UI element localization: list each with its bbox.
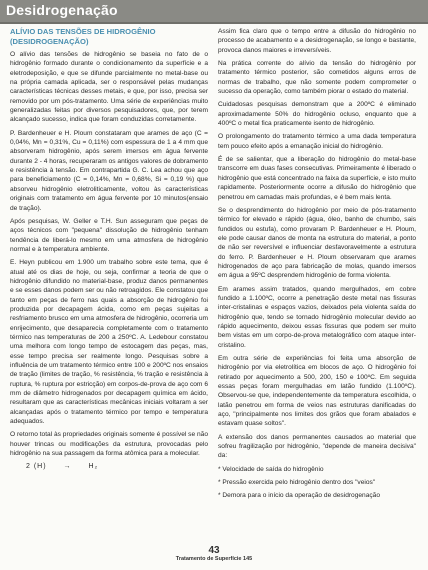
- section-banner: [0, 0, 428, 24]
- equation-product: H₂: [88, 463, 99, 471]
- paragraph: P. Bardenheuer e H. Ploum constataram que arames de aço (C = 0,04%, Mn = 0,31%, Cu = 0,11%) com espessura de 1 a 4 mm que absorveram hidrogênio, após serem imersos em água fervente durante 2 - 4 horas, recuperaram os antigos valores de dobramento e resistência à tensão. Em contrapartida G. C. Lea achou que aço para beneficiamento (C = 0,14%, Mn = 0,68%, Si = 0,19 %) que absorveu hidrogênio eletroliticamente, voltou às características originais com tratamento em água fervente por 10 minutos(ensaio de tração).: [10, 129, 208, 212]
- right-column: [218, 27, 416, 505]
- section-title: Desidrogenação: [6, 2, 118, 18]
- list-item: * Demora para o início da operação de desidrogenação: [218, 492, 381, 500]
- paragraph: Em outra série de experiências foi feita uma absorção de hidrogênio por via eletrolítica em blocos de aço. O hidrogênio foi retirado por aquecimento a 500, 200, 150 e 100ºC. Em seguida essas peças foram mergulhadas em latão fundido (1.100ºC). Observou-se que, independentemente da temperatura escolhida, o latão penetrou em forma de veios nas estruturas danificadas do aço, "principalmente nos limites dos grãos que foram abalados e estavam quase soltos".: [218, 355, 416, 428]
- magazine-name: Tratamento de Superfície 145: [175, 556, 253, 562]
- paragraph: O alívio das tensões de hidrogênio se baseia no fato de o hidrogênio formado durante o condicionamento da superfície e a eletrodeposição, e que se difunde parcialmente no metal-base ou na própria camada aplicada, ser o responsável pelas mudanças características técnicas desses metais, e que, por isso, precisa ser removido por um pós-tratamento. Uma série de experiências muito generalizadas feitas por diversos pesquisadores, que, por terem alcançado sucesso, indica que foram conduzidas corretamente.: [10, 51, 208, 124]
- left-column: [10, 27, 208, 472]
- paragraph: Cuidadosas pesquisas demonstram que a 200ºC é eliminado aproximadamente 50% do hidrogênio ocluso, enquanto que a 400ºC o metal fica praticamente isento de hidrogênio.: [218, 101, 416, 128]
- paragraph: E. Heyn publicou em 1.900 um trabalho sobre este tema, que é atual até os dias de hoje, ou seja, confirmar a teoria de que o hidrogênio difundido no material-base, produz danos permanentes e se esses danos podem ser ou não retroagidos. Ele constatou que tanto em peças de ferro nas quais a absorção de hidrogênio foi produzida por decapagem ácida, como em peças sujeitas a resfriamento brusco em uma atmosfera de hidrogênio, ocorreria um enrijecimento, que desaparecia completamente com o tratamento térmico nas temperaturas de 200 a 250ºC. A. Ledebour constatou uma melhora com longo tempo de estocagem das peças, mas, esse tempo precisa ser realmente longo. Pesquisas sobre a influência de um tratamento térmico entre 100 e 200ºC nos ensaios de tração (limites de tração, % resistência, % tração e resistência à ruptura, % ruptura por estricção) em corpos-de-prova de aço com 6 mm de diâmetro hidrogenados por decapagem química em ácido, resultaram que as características mecânicas iniciais voltaram a ser alcançadas após o tratamento térmico por tempo e temperatura adequados.: [10, 259, 208, 426]
- article-body: [0, 27, 428, 547]
- article-heading: ALÍVIO DAS TENSÕES DE HIDROGÊNIO (DESIDROGENAÇÃO): [10, 27, 156, 46]
- paragraph: Assim fica claro que o tempo entre a difusão do hidrogênio no processo de acabamento e a desidrogenação, se longo e bastante, provoca danos maiores e irreversíveis.: [218, 28, 416, 54]
- equation-arrow: →: [63, 463, 72, 471]
- equation-reactant: 2 (H): [26, 463, 47, 471]
- paragraph: Em arames assim tratados, quando mergulhados, em cobre fundido a 1.100ºC, ocorre a penetração deste metal nas fissuras inter-cristalinas e espaços vazios, deixados pela violenta saída do hidrogênio que, tendo se tornado hidrogênio molecular devido ao rápido aquecimento, deixou essas fissuras que podem ser muito bem vistas em um corpo-de-prova metalográfico com ataque inter-cristalino.: [218, 285, 416, 349]
- list-item: * Pressão exercida pelo hidrogênio dentro dos "veios": [218, 479, 376, 487]
- paragraph: Na prática corrente do alívio da tensão do hidrogênio por tratamento térmico posterior, são cometidos alguns erros de normas de trabalho, que não somente podem comprometer o sucesso da operação, como também piorar o estado do material.: [218, 60, 416, 96]
- paragraph: O prolongamento do tratamento térmico a uma dada temperatura tem pouco efeito após a emanação inicial do hidrogênio.: [218, 133, 416, 150]
- list-item: * Velocidade de saída do hidrogênio: [218, 465, 324, 473]
- paragraph: Após pesquisas, W. Geller e T.H. Sun asseguram que peças de aços técnicos com "pequena" dissolução de hidrogênio tenham tendência de liberá-lo mesmo em uma atmosfera de hidrogênio normal e à temperatura ambiente.: [10, 217, 208, 253]
- page-footer: [0, 545, 428, 562]
- page-number: 43: [208, 545, 220, 556]
- paragraph: Se o desprendimento do hidrogênio por meio de pós-tratamento térmico for elevado e rápido (água, óleo, banho de chumbo, sais fundidos ou estufa), como provaram P. Bardenheuer e H. Ploum, ele pode causar danos de monta na estrutura do material, a ponto de não ser reversível e influenciar desfavoravelmente a estrutura do ferro. P. Bardenheuer e H. Ploum observaram que arames hidrogenados de aço para fabricação de molas, quando imersos em água a 95ºC desprendem hidrogênio de forma violenta.: [218, 206, 416, 280]
- chemical-equation: [26, 462, 208, 471]
- paragraph: É de se salientar, que a liberação do hidrogênio do metal-base transcorre em duas fases consecutivas. Primeiramente é liberado o hidrogênio que está concentrado na faixa da superfície, e isto muito rapidamente. Posteriormente ocorre a difusão do hidrogênio que penetrou em camadas mais profundas, e é bem mais lenta.: [218, 156, 416, 201]
- paragraph: O retorno total às propriedades originais somente é possível se não houver trincas ou modificações da estrutura, provocadas pelo hidrogênio na sua passagem da forma atômica para a molecular.: [10, 431, 208, 458]
- paragraph: A extensão dos danos permanentes causados ao material que sofreu fragilização por hidrogênio, "depende de maneira decisiva" da:: [218, 433, 416, 460]
